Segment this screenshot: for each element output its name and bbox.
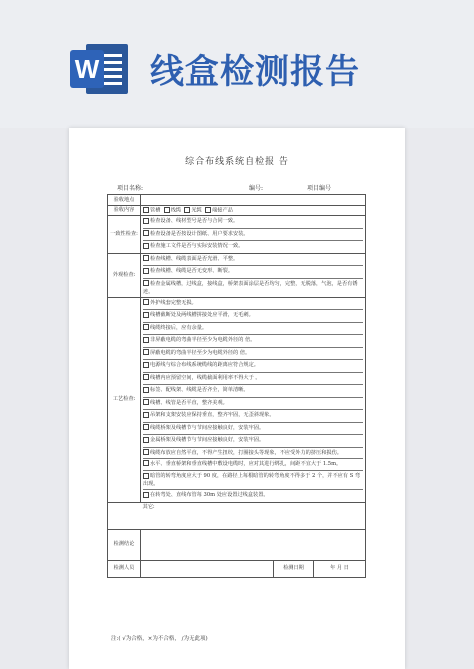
table-row <box>108 216 366 254</box>
check-item-text: 检查线槽、线缆是否无变形、断裂。 <box>150 268 234 274</box>
inspector-value <box>141 560 274 577</box>
project-name-label: 项目名称: <box>117 185 144 192</box>
check-item <box>143 471 363 490</box>
checkbox-icon[interactable] <box>143 207 149 213</box>
consistency-label: 一致性检查: <box>108 216 141 254</box>
option-label: 线缆 <box>170 207 182 214</box>
check-item-text: 线缆桥架及线槽节与节间应接触良好，安装牢固。 <box>150 424 265 431</box>
check-item <box>143 423 363 436</box>
document-title: 综合布线系统自检报 告 <box>185 157 289 167</box>
checkbox-icon[interactable] <box>143 492 149 498</box>
checkbox-icon[interactable] <box>205 207 211 213</box>
word-logo-letter: W <box>70 50 104 88</box>
document-page <box>69 128 405 669</box>
check-item-text: 吊架和支架安装应保持垂直，整齐牢固，无歪斜现象。 <box>150 412 275 418</box>
conclusion-value <box>141 529 366 560</box>
check-item <box>143 490 363 502</box>
other-notes: 其它: <box>141 502 366 529</box>
table-row <box>108 195 366 206</box>
checkbox-icon[interactable] <box>143 412 149 418</box>
check-item-text: 非屏蔽电缆的弯曲半径至少为电缆外径的 倍。 <box>150 337 256 343</box>
appearance-items <box>141 253 366 297</box>
checkbox-icon[interactable] <box>143 362 149 368</box>
checkbox-icon[interactable] <box>143 449 149 455</box>
acceptance-location-value <box>141 195 366 206</box>
checkbox-icon[interactable] <box>143 349 149 355</box>
check-item <box>143 254 363 267</box>
checkbox-icon[interactable] <box>143 230 149 236</box>
check-item <box>143 373 363 386</box>
date-value: 年 月 日 <box>314 560 366 577</box>
check-item <box>143 310 363 323</box>
check-item-text: 线槽内应预留空间，线缆截面利用率不得大于 。 <box>150 374 261 381</box>
checkbox-icon[interactable] <box>143 387 149 393</box>
check-item <box>143 266 363 279</box>
checkbox-icon[interactable] <box>143 255 149 261</box>
check-item-text: 金属桥架及线槽节与节间应接触良好，安装牢固。 <box>150 437 265 443</box>
check-item-text: 电源线与综合布线系统缆线的距离应符合规定。 <box>150 362 259 368</box>
acceptance-location-label: 验收地点 <box>108 195 141 206</box>
checkbox-icon[interactable] <box>143 299 149 305</box>
acceptance-content-options <box>141 206 366 216</box>
process-items <box>141 297 366 502</box>
check-item-text: 检查施工文件是否与实际安装情况一致。 <box>150 243 244 249</box>
date-label: 检测日期 <box>274 560 314 577</box>
table-row <box>108 253 366 297</box>
checkbox-icon[interactable] <box>143 424 149 430</box>
check-item <box>143 459 363 472</box>
option-label: 管槽 <box>150 207 161 214</box>
check-item-text: 暗管的转弯角度应大于 90 度，在路径上每根暗管的转弯角度不得多于 2 个，并不应有 S 弯出现。 <box>143 473 361 487</box>
check-item-text: 检查设备、线材型号是否与合同一致。 <box>150 218 239 224</box>
check-item <box>143 385 363 398</box>
check-item <box>143 435 363 448</box>
check-item <box>143 360 363 373</box>
check-item-text: 线槽、线管是否平直，整齐美观。 <box>150 399 228 406</box>
checkbox-icon[interactable] <box>143 218 149 224</box>
check-item <box>143 279 363 297</box>
table-row <box>108 297 366 502</box>
table-row <box>108 502 366 529</box>
table-row <box>108 206 366 216</box>
checkbox-icon[interactable] <box>143 243 149 249</box>
check-item-text: 线槽截断处及两线槽拼接处应平滑，无毛刺。 <box>150 312 254 318</box>
check-item-text: 水平、垂直桥架和垂直线槽中敷设电缆时，应对其进行绑扎，间距不宜大于 1.5m。 <box>150 460 342 467</box>
checkbox-icon[interactable] <box>143 324 149 330</box>
consistency-items <box>141 216 366 254</box>
check-item <box>143 410 363 423</box>
check-item-text: 检查线槽、线缆表面是否光滑、平整。 <box>150 255 239 262</box>
check-item <box>143 448 363 459</box>
project-number-label: 项目编号 <box>307 185 332 192</box>
acceptance-content-label: 验收内容 <box>108 206 141 216</box>
option-label: 端接产品 <box>212 207 233 214</box>
check-item-text: 线缆终接后，应有余量。 <box>150 324 208 331</box>
checkbox-icon[interactable] <box>143 312 149 318</box>
other-spacer <box>108 502 141 529</box>
check-item <box>143 323 363 336</box>
check-item <box>143 241 363 253</box>
appearance-label: 外观检查: <box>108 253 141 297</box>
option-label: 光缆 <box>191 207 202 214</box>
word-document-icon <box>70 42 130 96</box>
checkbox-icon[interactable] <box>143 460 149 466</box>
table-row <box>108 560 366 577</box>
inspection-table <box>107 194 366 578</box>
check-item-text: 外护线套完整无损。 <box>150 299 197 306</box>
process-label: 工艺检查: <box>108 297 141 502</box>
banner-title: 线盒检测报告 <box>150 52 360 92</box>
checkbox-icon[interactable] <box>143 337 149 343</box>
check-item <box>143 335 363 348</box>
checkbox-icon[interactable] <box>143 437 149 443</box>
check-item-text: 标签、配线架、线缆是否齐全，简单清晰。 <box>150 387 249 393</box>
check-item <box>143 216 363 229</box>
conclusion-label: 检测结论 <box>108 529 141 560</box>
checkbox-icon[interactable] <box>184 207 190 213</box>
banner <box>0 0 474 128</box>
checkbox-icon[interactable] <box>143 280 149 286</box>
footnote: 注:( √为合格，×为不合格， /为无此项) <box>111 636 208 642</box>
check-item <box>143 229 363 242</box>
checkbox-icon[interactable] <box>143 473 149 479</box>
check-item <box>143 398 363 411</box>
check-item-text: 检查金属线槽，过线盒，接线盒，桥架表面涂层是否均匀，完整，无脱落，气泡，是否有锈迹。 <box>143 280 358 295</box>
check-item-text: 检查设备是否按设计图纸、用户要求安装。 <box>150 230 249 237</box>
checkbox-icon[interactable] <box>164 207 170 213</box>
table-row <box>108 529 366 560</box>
check-item <box>143 348 363 361</box>
check-item-text: 在转弯处、直线布管每 30m 处应设置过线盒装置。 <box>150 492 269 498</box>
checkbox-icon[interactable] <box>143 374 149 380</box>
check-item-text: 屏蔽电缆的弯曲半径至少为电缆外径的 倍。 <box>150 349 251 356</box>
checkbox-icon[interactable] <box>143 399 149 405</box>
inspector-label: 检测人员 <box>108 560 141 577</box>
checkbox-icon[interactable] <box>143 268 149 274</box>
check-item-text: 线缆布放应自然平直，不得产生扭绞，打圈接头等现象，不应受外力的挤压和损伤。 <box>150 449 342 456</box>
number-label: 编号: <box>249 185 264 192</box>
check-item <box>143 298 363 311</box>
